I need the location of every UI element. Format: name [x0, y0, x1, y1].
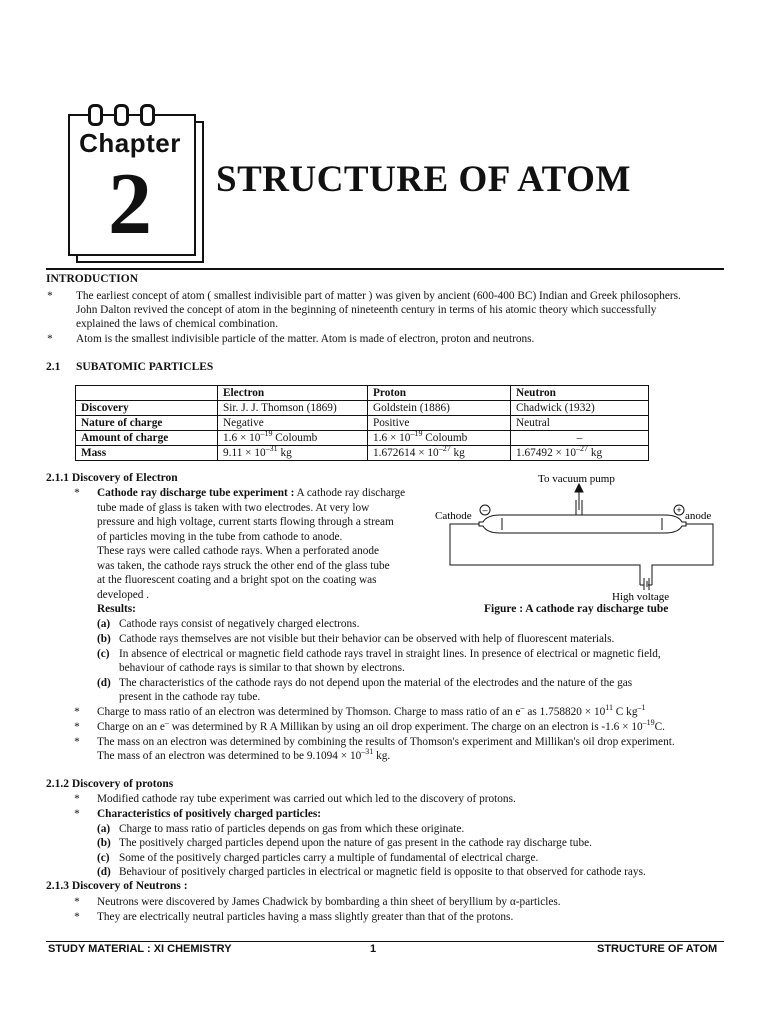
result-b: Cathode rays themselves are not visible but their behavior can be observed with help of fluorescent materials.	[119, 633, 615, 645]
proton-characteristics-heading: Characteristics of positively charged particles:	[97, 808, 322, 820]
section-number: 2.1	[46, 361, 61, 373]
electron-charge: Charge on an e– was determined by R A Millikan by using an oil drop experiment. The charge on an electron is $-1.6 \times 10^{-19}C$.	[97, 718, 665, 733]
vacuum-label: To vacuum pump	[538, 473, 615, 485]
plus-sign: +	[676, 505, 682, 515]
proton-d: Behaviour of positively charged particles in electrical or magnetic field is opposite to that observed for cathode rays.	[119, 866, 646, 878]
bullet-star: *	[74, 487, 80, 499]
proton-a: Charge to mass ratio of particles depends on gas from which these originate.	[119, 823, 465, 835]
cathode-ray-tube-figure	[430, 470, 730, 605]
table-row	[76, 416, 649, 431]
title-rule	[46, 268, 724, 270]
bullet-star: *	[74, 793, 80, 805]
binder-ring-icon	[140, 104, 155, 126]
subatomic-table	[75, 385, 649, 461]
cathode-label: Cathode	[435, 510, 472, 522]
table-cell: $1.672614 \times 10^{-27}$ kg	[368, 446, 511, 461]
list-label: (a)	[97, 823, 111, 835]
bullet-star: *	[74, 721, 80, 733]
list-label: (b)	[97, 837, 111, 849]
table-cell: $1.6 \times 10^{-19}$ Coloumb	[218, 431, 368, 446]
table-header-cell: Electron	[218, 386, 368, 401]
arrow-head-icon	[575, 484, 583, 492]
intro-bullet1-line2: John Dalton revived the concept of atom in the beginning of nineteenth century in terms of his atomic theory which successfully	[76, 304, 657, 316]
binder-ring-icon	[88, 104, 103, 126]
list-label: (c)	[97, 648, 110, 660]
table-cell: $1.67492 \times 10^{-27}$ kg	[511, 446, 649, 461]
table-row	[76, 431, 649, 446]
proton-b: The positively charged particles depend upon the nature of gas present in the cathode ray discharge tube.	[119, 837, 592, 849]
bullet-star: *	[47, 290, 53, 302]
table-header-cell	[76, 386, 218, 401]
chapter-number: 2	[108, 156, 152, 253]
minus-sign: –	[482, 505, 488, 515]
table-row	[76, 401, 649, 416]
tube-outline	[479, 515, 686, 533]
table-cell: Goldstein (1886)	[368, 401, 511, 416]
bullet-star: *	[74, 706, 80, 718]
intro-bullet1-line1: The earliest concept of atom ( smallest indivisible part of matter ) was given by ancient (600-400 BC) Indian and Greek philosophers.	[76, 290, 681, 302]
bullet-star: *	[74, 808, 80, 820]
bullet-star: *	[74, 896, 80, 908]
table-header-cell: Proton	[368, 386, 511, 401]
table-row	[76, 446, 649, 461]
subsection-heading: 2.1.3 Discovery of Neutrons :	[46, 880, 188, 892]
proton-c: Some of the positively charged particles carry a multiple of fundamental of electrical charge.	[119, 852, 539, 864]
page-number: 1	[370, 943, 377, 955]
result-c-line2: behaviour of cathode rays is similar to that shown by electrons.	[119, 662, 405, 674]
electron-mass-line2: The mass of an electron was determined to be $9.1094 \times 10^{-31}$ kg.	[97, 747, 391, 762]
subsection-heading: 2.1.2 Discovery of protons	[46, 778, 174, 790]
table-row-header: Discovery	[76, 401, 218, 416]
table-cell: Chadwick (1932)	[511, 401, 649, 416]
list-label: (c)	[97, 852, 110, 864]
intro-bullet1-line3: explained the laws of chemical combination.	[76, 318, 279, 330]
section-heading: SUBATOMIC PARTICLES	[76, 361, 214, 373]
binder-ring-icon	[114, 104, 129, 126]
result-d-line1: The characteristics of the cathode rays do not depend upon the material of the electrodes and the nature of the gas	[119, 677, 633, 689]
list-label: (a)	[97, 618, 111, 630]
intro-bullet2: Atom is the smallest indivisible particle of the matter. Atom is made of electron, proton and neutrons.	[76, 333, 535, 345]
figure-caption: Figure : A cathode ray discharge tube	[484, 603, 669, 615]
result-a: Cathode rays consist of negatively charged electrons.	[119, 618, 360, 630]
footer-rule	[46, 941, 724, 942]
table-row-header: Amount of charge	[76, 431, 218, 446]
table-header-cell: Neutron	[511, 386, 649, 401]
anode-label: anode	[685, 510, 712, 522]
table-row-header: Nature of charge	[76, 416, 218, 431]
subsection-heading: 2.1.1 Discovery of Electron	[46, 472, 178, 484]
chapter-word: Chapter	[79, 128, 181, 158]
voltage-label: High voltage	[612, 591, 670, 603]
table-cell: Neutral	[511, 416, 649, 431]
proton-bullet1: Modified cathode ray tube experiment was carried out which led to the discovery of protons.	[97, 793, 516, 805]
charge-mass-ratio: Charge to mass ratio of an electron was determined by Thomson. Charge to mass ratio of an e– as $1.758820 \times 10^{11}$ C $kg^{-1}$	[97, 703, 646, 718]
footer-left: STUDY MATERIAL : XI CHEMISTRY	[48, 943, 232, 955]
list-label: (d)	[97, 677, 111, 689]
bullet-star: *	[74, 736, 80, 748]
neutron-bullet2: They are electrically neutral particles having a mass slightly greater than that of the protons.	[97, 911, 514, 923]
footer-right: STRUCTURE OF ATOM	[597, 943, 718, 955]
experiment-text: Cathode ray discharge tube experiment : A cathode ray discharge tube made of glass is taken with two electrodes. At very low pressure and high voltage, current starts flowing through a stream of particles moving in the tube from cathode to anode. These rays were called cathode rays. When a perforated anode was taken, the cathode rays struck the other end of the glass tube at the fluorescent coating and a bright spot on the coating was developed . Results:	[97, 487, 406, 615]
table-cell: –	[511, 431, 649, 446]
table-cell: Sir. J. J. Thomson (1869)	[218, 401, 368, 416]
page-title: STRUCTURE OF ATOM	[216, 159, 631, 200]
table-cell: Positive	[368, 416, 511, 431]
table-cell: Negative	[218, 416, 368, 431]
result-d-line2: present in the cathode ray tube.	[119, 691, 261, 703]
result-c-line1: In absence of electrical or magnetic field cathode rays travel in straight lines. In presence of electrical or magnetic field,	[119, 648, 661, 660]
table-row-header: Mass	[76, 446, 218, 461]
neutron-bullet1: Neutrons were discovered by James Chadwick by bombarding a thin sheet of beryllium by α-particles.	[97, 896, 561, 908]
bullet-star: *	[74, 911, 80, 923]
list-label: (b)	[97, 633, 111, 645]
table-cell: $1.6 \times 10^{-19}$ Coloumb	[368, 431, 511, 446]
list-label: (d)	[97, 866, 111, 878]
bullet-star: *	[47, 333, 53, 345]
intro-heading: INTRODUCTION	[46, 273, 139, 285]
table-cell: $9.11 \times 10^{-31}$ kg	[218, 446, 368, 461]
electron-mass-line1: The mass on an electron was determined by combining the results of Thomson's experiment and Millikan's oil drop experiment.	[97, 736, 675, 748]
table-header-row	[76, 386, 649, 401]
